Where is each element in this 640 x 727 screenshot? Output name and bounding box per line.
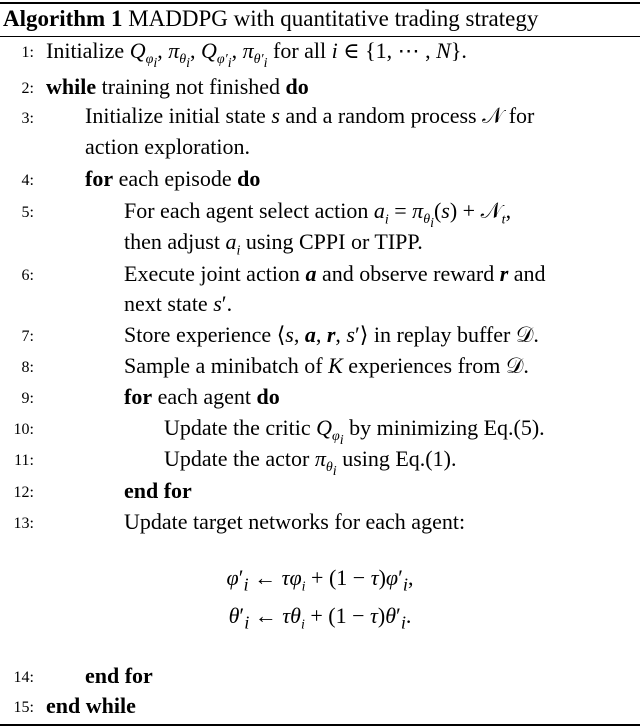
line-number-8: 8: bbox=[21, 359, 34, 376]
algorithm-title: Algorithm 1 MADDPG with quantitative trading strategy bbox=[3, 6, 539, 31]
line-number-5: 5: bbox=[21, 204, 34, 221]
line-number-9: 9: bbox=[21, 390, 34, 407]
line-number-4: 4: bbox=[21, 172, 34, 189]
line-5: For each agent select action $a_i = \pi_{\theta_i}(s)$ + 𝒩$_t$, bbox=[124, 198, 512, 232]
line-14: end for bbox=[85, 663, 153, 688]
line-number-2: 2: bbox=[21, 80, 34, 97]
line-13: Update target networks for each agent: bbox=[124, 509, 466, 534]
line-number-11: 11: bbox=[14, 452, 34, 469]
line-12: end for bbox=[124, 478, 192, 503]
line-number-15: 15: bbox=[13, 699, 34, 716]
line-number-14: 14: bbox=[13, 669, 34, 686]
line-10: Update the critic $Q_{\varphi_i}$ by minimizing Eq.(5). bbox=[164, 415, 545, 449]
line-7: Store experience ⟨s, a, r, s′⟩ in replay buffer 𝒟. bbox=[124, 322, 539, 348]
line-3-cont: action exploration. bbox=[85, 134, 250, 159]
line-8: Sample a minibatch of K experiences from 𝒟. bbox=[124, 353, 529, 379]
line-number-13: 13: bbox=[13, 515, 34, 532]
line-number-10: 10: bbox=[13, 421, 34, 438]
line-2: while training not finished do bbox=[46, 74, 309, 99]
title-rule bbox=[0, 36, 640, 37]
line-11: Update the actor $\pi_{\theta_i}$ using Eq.(1). bbox=[164, 446, 457, 480]
line-15: end while bbox=[46, 693, 136, 718]
line-number-1: 1: bbox=[21, 44, 34, 61]
line-number-3: 3: bbox=[21, 110, 34, 127]
line-6: Execute joint action a and observe reward r and bbox=[124, 261, 546, 286]
line-9: for each agent do bbox=[124, 384, 280, 409]
line-4: for each episode do bbox=[85, 166, 261, 191]
line-number-12: 12: bbox=[13, 484, 34, 501]
equation-theta: $\theta'_i$ ← $\tau\theta_i + (1 - \tau)\theta'_i$. bbox=[228, 603, 412, 633]
line-number-6: 6: bbox=[21, 267, 34, 284]
line-5-cont: then adjust $a_i$ using CPPI or TIPP. bbox=[124, 229, 423, 259]
line-6-cont: next state s′. bbox=[124, 291, 233, 316]
equation-phi: $\varphi'_i$ ← $\tau\varphi_i + (1 - \tau)\varphi'_i$, bbox=[226, 565, 414, 595]
line-1: Initialize $Q_{\varphi_i}$, $\pi_{\theta_i}$, $Q_{\varphi'_i}$, $\pi_{\theta'_i}$ for all i ∈ {1, ⋯ , N}. bbox=[46, 38, 467, 72]
bottom-rule bbox=[0, 724, 640, 726]
line-3: Initialize initial state s and a random process 𝒩 for bbox=[85, 103, 535, 129]
line-number-7: 7: bbox=[21, 328, 34, 345]
